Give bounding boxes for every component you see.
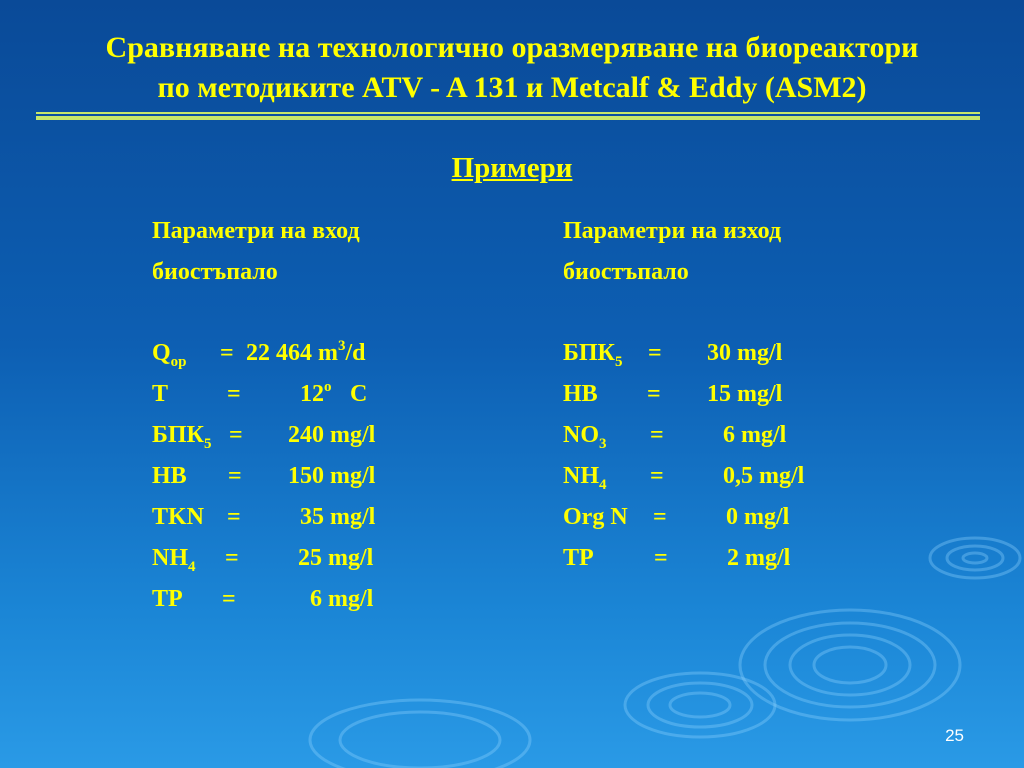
equals-sign: = — [653, 504, 667, 530]
title-line-2: по методиките ATV - A 131 и Metcalf & Eddy (ASM2) — [157, 71, 867, 104]
equals-sign: = — [225, 545, 239, 571]
inlet-row-flow — [152, 336, 366, 377]
param-subscript: 5 — [203, 436, 212, 452]
param-value: 12 — [300, 381, 324, 407]
equals-sign: = — [227, 504, 241, 530]
equals-sign: = — [647, 381, 661, 407]
param-name: TP — [152, 586, 183, 612]
param-value: 240 mg/l — [288, 422, 376, 448]
param-name: HB — [152, 463, 187, 489]
param-name: HB — [563, 381, 598, 407]
equals-sign: = — [229, 422, 243, 448]
param-subscript: 5 — [614, 354, 623, 370]
param-name: NH — [152, 545, 188, 571]
inlet-row-temperature — [152, 377, 368, 418]
value-superscript: o — [324, 379, 332, 395]
param-value: 2 mg/l — [727, 545, 791, 571]
title-line-1: Сравняване на технологично оразмеряване на биореактори — [105, 31, 919, 64]
inlet-parameters — [152, 214, 376, 623]
param-subscript: op — [170, 354, 187, 370]
outlet-parameters — [563, 214, 805, 582]
inlet-row-tkn — [152, 500, 376, 541]
outlet-row-org-n — [563, 500, 790, 541]
param-value: 25 mg/l — [298, 545, 374, 571]
param-value: 15 mg/l — [707, 381, 783, 407]
param-value: 35 mg/l — [300, 504, 376, 530]
outlet-row-tp — [563, 541, 791, 582]
equals-sign: = — [654, 545, 668, 571]
equals-sign: = — [650, 422, 664, 448]
examples-heading: Примери — [451, 152, 573, 184]
param-value: 150 mg/l — [288, 463, 376, 489]
value-superscript: 3 — [338, 338, 346, 354]
inlet-row-nh4 — [152, 541, 374, 582]
param-value: 0 mg/l — [726, 504, 790, 530]
param-value: 30 mg/l — [707, 340, 783, 366]
outlet-heading-line-2: биостъпало — [563, 259, 689, 285]
param-name: БПК — [152, 422, 204, 448]
inlet-row-tp — [152, 582, 374, 623]
param-name: БПК — [563, 340, 615, 366]
inlet-row-bod5 — [152, 418, 376, 459]
equals-sign: = — [220, 340, 234, 366]
param-name: NH — [563, 463, 599, 489]
outlet-row-bod5 — [563, 336, 781, 377]
param-value: 6 mg/l — [723, 422, 787, 448]
param-subscript: 3 — [599, 436, 607, 452]
value-unit-tail: C — [350, 381, 368, 407]
inlet-row-hb — [152, 459, 376, 500]
param-name: Org N — [563, 504, 628, 530]
outlet-row-no3 — [563, 418, 787, 459]
param-name: Q — [152, 340, 171, 366]
param-value: 22 464 m — [246, 340, 338, 366]
param-name: TKN — [152, 504, 205, 530]
equals-sign: = — [222, 586, 236, 612]
outlet-row-nh4 — [563, 459, 805, 500]
outlet-row-hb — [563, 377, 781, 418]
equals-sign: = — [650, 463, 664, 489]
value-unit-tail: /d — [345, 340, 366, 366]
param-subscript: 4 — [599, 477, 607, 493]
equals-sign: = — [228, 463, 242, 489]
slide-title — [20, 28, 1004, 108]
param-subscript: 4 — [188, 559, 196, 575]
param-value: 0,5 mg/l — [723, 463, 805, 489]
inlet-heading-line-2: биостъпало — [152, 259, 278, 285]
outlet-heading-line-1: Параметри на изход — [563, 218, 782, 244]
inlet-heading-line-1: Параметри на вход — [152, 218, 360, 244]
title-divider — [36, 112, 980, 122]
equals-sign: = — [648, 340, 662, 366]
equals-sign: = — [227, 381, 241, 407]
param-name: NO — [563, 422, 599, 448]
param-name: T — [152, 381, 169, 407]
page-number: 25 — [945, 726, 964, 745]
param-value: 6 mg/l — [310, 586, 374, 612]
param-name: TP — [563, 545, 594, 571]
